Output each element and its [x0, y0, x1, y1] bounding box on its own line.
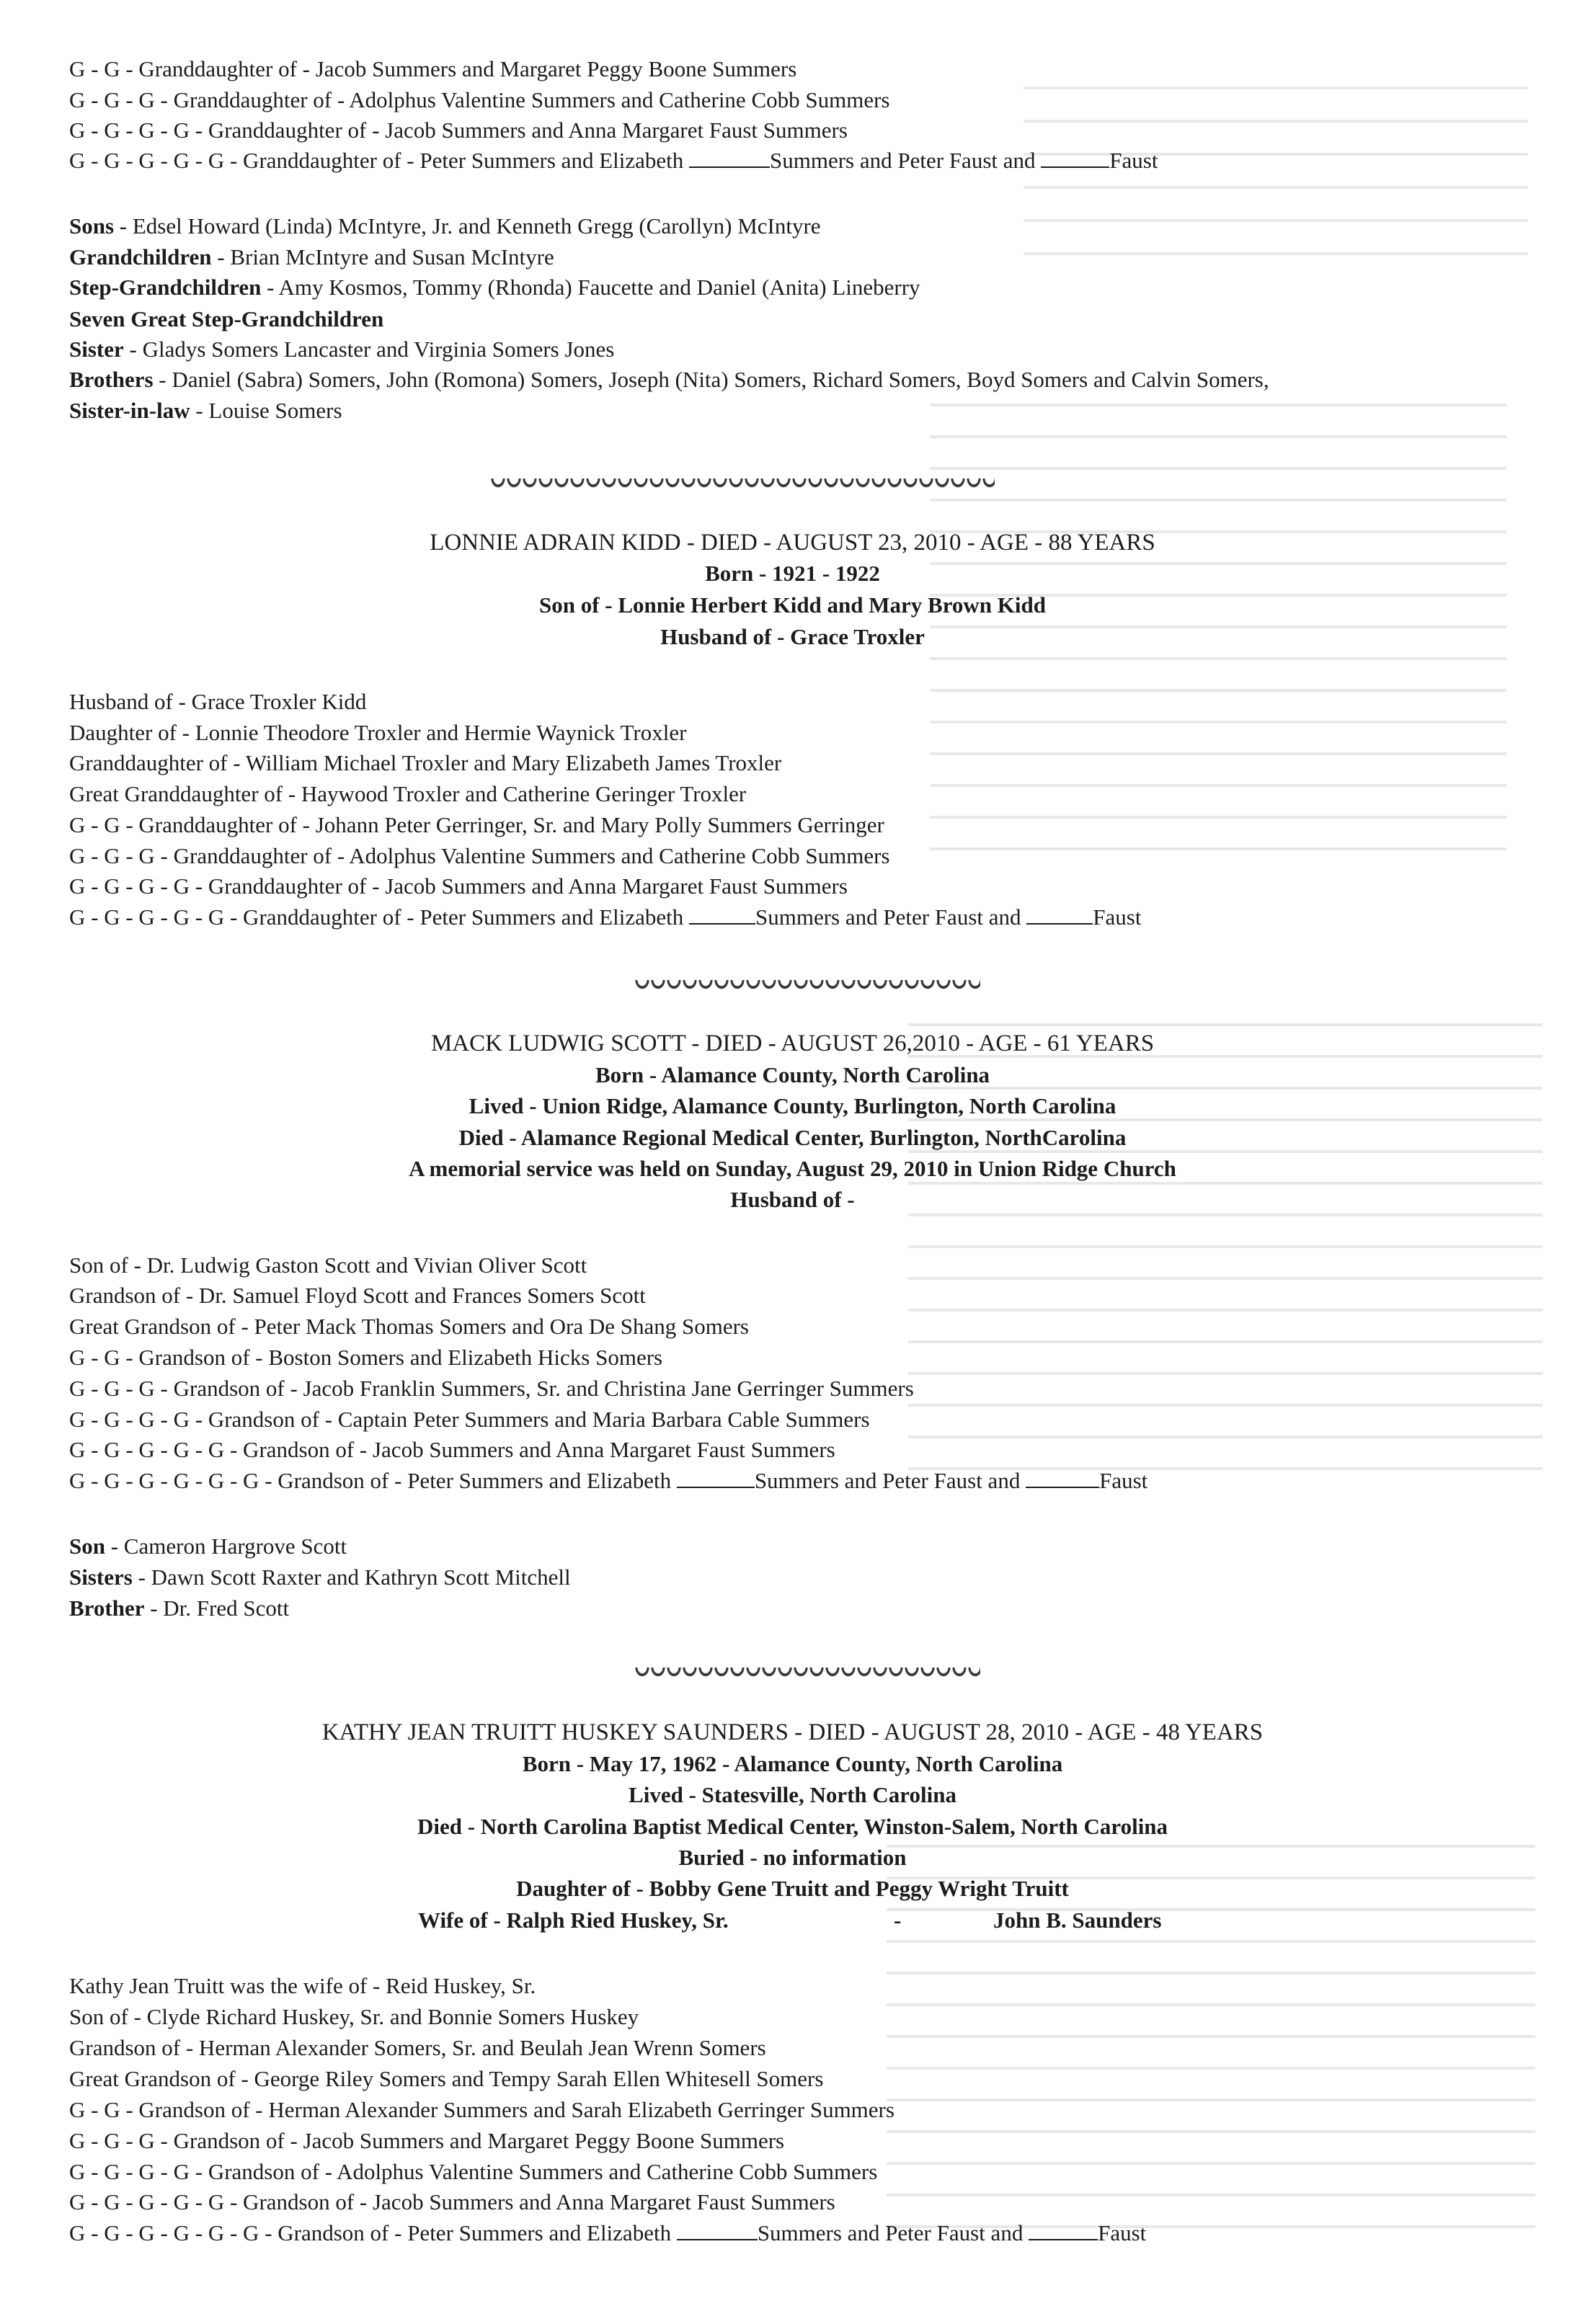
lineage-line: G - G - G - G - G - Grandson of - Jacob Summers and Anna Margaret Faust Summers [69, 2189, 835, 2214]
header-line: Born - May 17, 1962 - Alamance County, North Carolina [522, 1751, 1063, 1776]
header-line: Died - Alamance Regional Medical Center, Burlington, NorthCarolina [458, 1125, 1127, 1150]
lineage-line: Husband of - Grace Troxler Kidd [69, 689, 367, 714]
family-names: - Dawn Scott Raxter and Kathryn Scott Mitchell [132, 1564, 571, 1590]
obituary-title: MACK LUDWIG SCOTT - DIED - AUGUST 26,2010 - AGE - 61 YEARS [430, 1030, 1155, 1056]
lineage-line-peter [69, 2219, 1146, 2248]
lineage-line: Great Grandson of - George Riley Somers and Tempy Sarah Ellen Whitesell Somers [69, 2066, 824, 2091]
lineage-line-peter [69, 1466, 1147, 1495]
lineage-line: G - G - G - G - Grandson of - Captain Peter Summers and Maria Barbara Cable Summers [69, 1407, 870, 1432]
lineage-line: Great Grandson of - Peter Mack Thomas Somers and Ora De Shang Somers [69, 1314, 749, 1339]
family-label: Sister [69, 337, 124, 362]
header-line: Born - Alamance County, North Carolina [595, 1062, 990, 1087]
lineage-line-peter [69, 903, 1141, 932]
family-line [69, 335, 614, 364]
header-line: Husband of - [730, 1187, 855, 1212]
header-line: Lived - Statesville, North Carolina [629, 1782, 956, 1807]
lineage-line: G - G - G - G - Grandson of - Adolphus Valentine Summers and Catherine Cobb Summers [69, 2159, 878, 2184]
family-line [69, 305, 383, 334]
family-line [69, 396, 342, 425]
lineage-line: G - G - G - Granddaughter of - Adolphus Valentine Summers and Catherine Cobb Summers [69, 87, 890, 112]
blank-field [677, 2220, 758, 2240]
lineage-line: Grandson of - Dr. Samuel Floyd Scott and Frances Somers Scott [69, 1283, 646, 1308]
lineage-text: Faust [1109, 148, 1158, 173]
family-names: - Edsel Howard (Linda) McIntyre, Jr. and Kenneth Gregg (Carollyn) McIntyre [114, 213, 821, 239]
family-names: - Brian McIntyre and Susan McIntyre [211, 244, 554, 270]
lineage-line: G - G - G - G - Granddaughter of - Jacob Summers and Anna Margaret Faust Summers [69, 117, 848, 143]
family-names: - Gladys Somers Lancaster and Virginia Somers Jones [123, 337, 615, 362]
family-line [69, 212, 821, 241]
family-label: Step-Grandchildren [69, 275, 262, 300]
family-label: Seven Great Step-Grandchildren [69, 306, 384, 331]
lineage-text: G - G - G - G - G - Granddaughter of - Peter Summers and Elizabeth [69, 148, 684, 173]
blank-field [1029, 2220, 1098, 2240]
lineage-text: G - G - G - G - G - G - Grandson of - Peter Summers and Elizabeth [69, 2220, 672, 2245]
family-line [69, 1532, 347, 1561]
family-label: Brothers [69, 367, 154, 392]
family-label: Sister-in-law [69, 398, 190, 423]
lineage-line: G - G - G - G - Granddaughter of - Jacob Summers and Anna Margaret Faust Summers [69, 873, 848, 899]
lineage-line: Great Granddaughter of - Haywood Troxler and Catherine Geringer Troxler [69, 781, 747, 806]
family-label: Brother [69, 1595, 145, 1621]
blank-field [689, 148, 770, 168]
family-line [69, 243, 554, 272]
family-label: Son [69, 1533, 105, 1559]
lineage-text: Summers and Peter Faust and [770, 148, 1036, 173]
header-line: Husband of - Grace Troxler [660, 624, 925, 649]
family-line [69, 273, 920, 302]
family-names: - Cameron Hargrove Scott [105, 1533, 347, 1559]
lineage-line: Son of - Clyde Richard Huskey, Sr. and Bonnie Somers Huskey [69, 2004, 639, 2029]
family-names: - Dr. Fred Scott [144, 1595, 290, 1621]
lineage-line: Son of - Dr. Ludwig Gaston Scott and Vivian Oliver Scott [69, 1252, 587, 1278]
lineage-line: G - G - G - G - G - Grandson of - Jacob Summers and Anna Margaret Faust Summers [69, 1437, 835, 1462]
blank-field [1041, 148, 1109, 168]
header-line: Son of - Lonnie Herbert Kidd and Mary Brown Kidd [538, 592, 1047, 618]
wife-of-left: Wife of - Ralph Ried Huskey, Sr. [418, 1907, 729, 1933]
family-line [69, 365, 1269, 394]
header-line: Born - 1921 - 1922 [705, 561, 880, 586]
lineage-line: Kathy Jean Truitt was the wife of - Reid Huskey, Sr. [69, 1973, 536, 1998]
family-names: - Daniel (Sabra) Somers, John (Romona) Somers, Joseph (Nita) Somers, Richard Somers, Boyd Somers and Calvin Somers, [153, 367, 1269, 392]
lineage-line: G - G - G - Granddaughter of - Adolphus Valentine Summers and Catherine Cobb Summers [69, 843, 890, 868]
squiggle-divider [634, 980, 980, 990]
family-label: Sons [69, 213, 115, 239]
lineage-line: G - G - Grandson of - Boston Somers and Elizabeth Hicks Somers [69, 1345, 663, 1370]
lineage-text: Summers and Peter Faust and [754, 1468, 1021, 1493]
lineage-line: G - G - G - Grandson of - Jacob Franklin Summers, Sr. and Christina Jane Gerringer Summers [69, 1376, 914, 1401]
lineage-text: G - G - G - G - G - G - Grandson of - Peter Summers and Elizabeth [69, 1468, 672, 1493]
lineage-line: Granddaughter of - William Michael Troxler and Mary Elizabeth James Troxler [69, 750, 782, 775]
header-line: Died - North Carolina Baptist Medical Center, Winston-Salem, North Carolina [417, 1814, 1168, 1839]
lineage-line-peter [69, 146, 1158, 175]
lineage-text: Summers and Peter Faust and [757, 2220, 1024, 2245]
blank-field [689, 904, 755, 925]
squiggle-divider [490, 478, 995, 489]
header-line: Lived - Union Ridge, Alamance County, Burlington, North Carolina [469, 1093, 1116, 1118]
wife-of-dash: - [894, 1907, 902, 1933]
lineage-line: G - G - G - Grandson of - Jacob Summers and Margaret Peggy Boone Summers [69, 2128, 785, 2153]
squiggle-divider [634, 1668, 980, 1678]
family-line [69, 1594, 289, 1623]
lineage-line: Grandson of - Herman Alexander Somers, Sr. and Beulah Jean Wrenn Somers [69, 2035, 766, 2060]
family-names: - Amy Kosmos, Tommy (Rhonda) Faucette and Daniel (Anita) Lineberry [261, 275, 920, 300]
lineage-line: Daughter of - Lonnie Theodore Troxler and Hermie Waynick Troxler [69, 720, 687, 745]
family-label: Sisters [69, 1564, 133, 1590]
lineage-text: Faust [1093, 904, 1142, 930]
blank-field [1026, 904, 1093, 925]
lineage-line: G - G - Granddaughter of - Johann Peter Gerringer, Sr. and Mary Polly Summers Gerringer [69, 812, 884, 837]
family-line [69, 1563, 571, 1592]
obituary-title: KATHY JEAN TRUITT HUSKEY SAUNDERS - DIED - AUGUST 28, 2010 - AGE - 48 YEARS [321, 1719, 1264, 1745]
header-line: Daughter of - Bobby Gene Truitt and Peggy Wright Truitt [516, 1876, 1069, 1901]
header-line: Buried - no information [678, 1845, 907, 1870]
obituary-title: LONNIE ADRAIN KIDD - DIED - AUGUST 23, 2010 - AGE - 88 YEARS [430, 530, 1155, 556]
header-line: A memorial service was held on Sunday, August 29, 2010 in Union Ridge Church [409, 1156, 1176, 1181]
family-names: - Louise Somers [190, 398, 342, 423]
lineage-line: G - G - Granddaughter of - Jacob Summers and Margaret Peggy Boone Summers [69, 56, 797, 81]
blank-field [1026, 1468, 1099, 1488]
blank-field [677, 1468, 755, 1488]
lineage-text: G - G - G - G - G - Granddaughter of - Peter Summers and Elizabeth [69, 904, 684, 930]
lineage-text: Faust [1099, 1468, 1148, 1493]
lineage-line: G - G - Grandson of - Herman Alexander Summers and Sarah Elizabeth Gerringer Summers [69, 2097, 894, 2122]
wife-of-right: John B. Saunders [993, 1907, 1162, 1933]
lineage-text: Summers and Peter Faust and [755, 904, 1021, 930]
lineage-text: Faust [1098, 2220, 1147, 2245]
family-label: Grandchildren [69, 244, 212, 270]
